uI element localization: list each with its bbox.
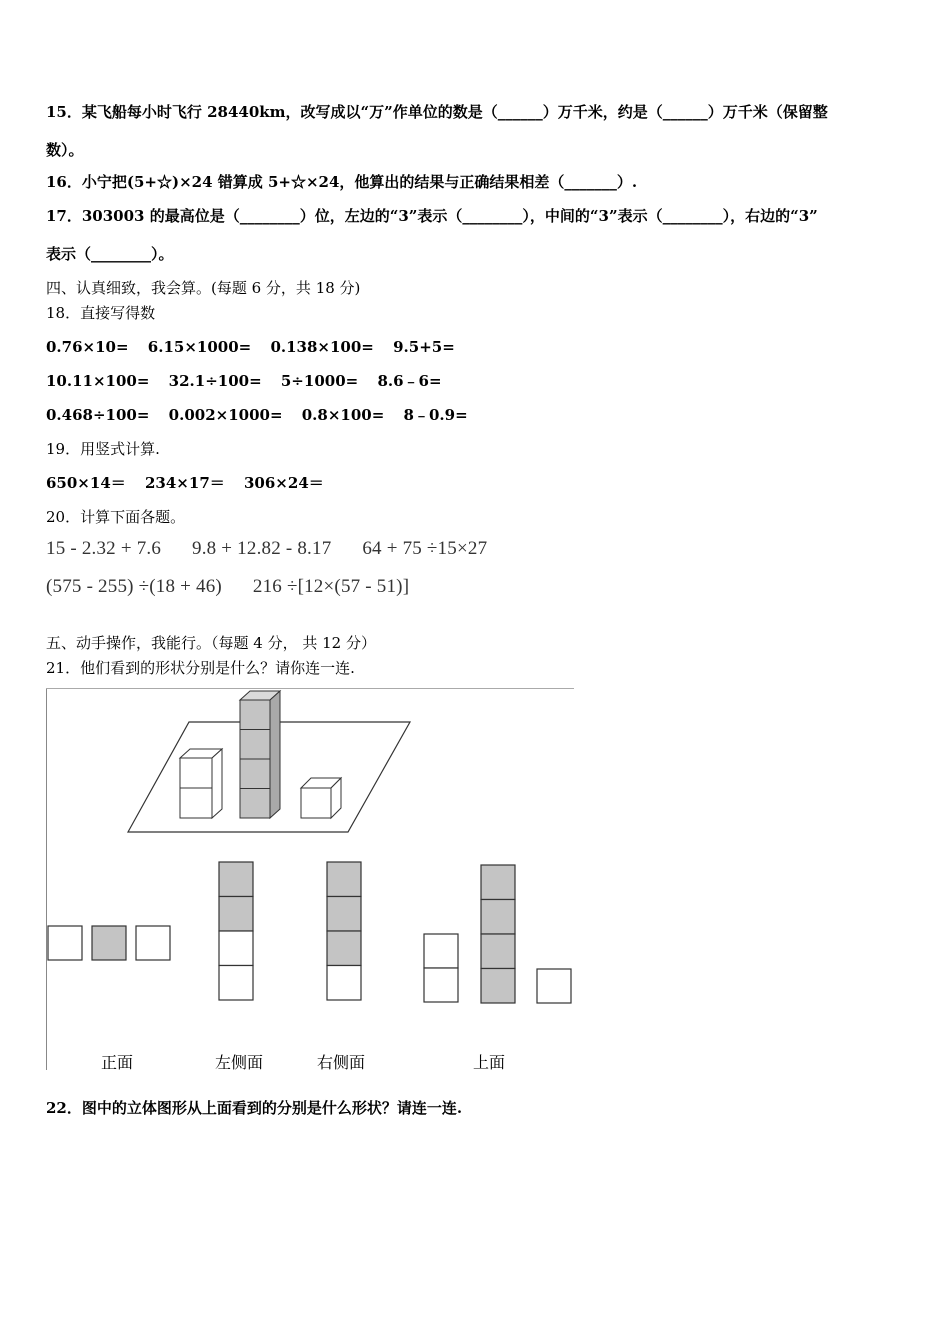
q15-line2: 数）。 — [46, 141, 84, 159]
q20-expr: 64 + 75 ÷15×27 — [362, 538, 488, 559]
q18-item: 32.1÷100= — [168, 372, 262, 390]
q18-item: 6.15×1000= — [147, 338, 252, 356]
q17-line2: 表示（________）。 — [46, 245, 174, 263]
q20-expr: 216 ÷[12×(57 - 51)] — [252, 576, 410, 597]
q16-line1: 16．小宁把(5+☆)×24 错算成 5+☆×24，他算出的结果与正确结果相差（_______）. — [46, 173, 638, 191]
q18-item: 0.76×10= — [46, 338, 129, 356]
q18-row-3 — [46, 405, 482, 425]
label-front: 正面 — [101, 1053, 134, 1072]
view-option-row — [48, 926, 170, 960]
q18-item: 9.5+5= — [393, 338, 455, 356]
q18-item: 8.6﹣6= — [377, 372, 442, 390]
q18-item: 0.138×100= — [270, 338, 374, 356]
q18-item: 0.8×100= — [301, 406, 385, 424]
q19-title: 19．用竖式计算. — [46, 440, 160, 458]
q18-item: 0.002×1000= — [168, 406, 283, 424]
q20-expr: 9.8 + 12.82 - 8.17 — [192, 538, 332, 559]
q21-title: 21．他们看到的形状分别是什么？请你连一连. — [46, 659, 355, 677]
q19-item: 306×24＝ — [244, 474, 324, 492]
view-option-group-d — [424, 865, 571, 1003]
label-top: 上面 — [473, 1053, 506, 1072]
q18-item: 8﹣0.9= — [403, 406, 468, 424]
q21-figure — [46, 688, 576, 1072]
q20-row-1 — [46, 537, 513, 561]
q19-item: 234×17＝ — [145, 474, 225, 492]
view-option-column-a — [219, 862, 253, 1000]
gray-cube-stack-4 — [240, 691, 280, 818]
q18-row-1 — [46, 337, 469, 357]
q18-item: 10.11×100= — [46, 372, 150, 390]
white-cube-single — [301, 778, 341, 818]
q20-row-2 — [46, 575, 435, 599]
label-right-side: 右侧面 — [317, 1053, 366, 1072]
q20-title: 20．计算下面各题。 — [46, 508, 186, 526]
section5-title: 五、动手操作，我能行。（每题 4 分， 共 12 分） — [46, 634, 376, 652]
q17-line1: 17．303003 的最高位是（________）位，左边的“3”表示（________），中间的“3”表示（________），右边的“3” — [46, 207, 818, 225]
q20-expr: (575 - 255) ÷(18 + 46) — [46, 576, 222, 597]
section4-title: 四、认真细致，我会算。(每题 6 分，共 18 分) — [46, 279, 361, 297]
q22-title: 22．图中的立体图形从上面看到的分别是什么形状？请连一连. — [46, 1099, 463, 1117]
view-option-column-b — [327, 862, 361, 1000]
q19-items — [46, 473, 338, 493]
q20-expr: 15 - 2.32 + 7.6 — [46, 538, 162, 559]
white-cube-stack-2 — [180, 749, 222, 818]
q18-item: 0.468÷100= — [46, 406, 150, 424]
label-left-side: 左侧面 — [215, 1053, 264, 1072]
q18-row-2 — [46, 371, 456, 391]
q18-title: 18．直接写得数 — [46, 304, 156, 322]
q19-item: 650×14＝ — [46, 474, 126, 492]
q15-line1: 15．某飞船每小时飞行 28440km，改写成以“万”作单位的数是（______）万千米，约是（______）万千米（保留整 — [46, 103, 828, 121]
q18-item: 5÷1000= — [280, 372, 359, 390]
